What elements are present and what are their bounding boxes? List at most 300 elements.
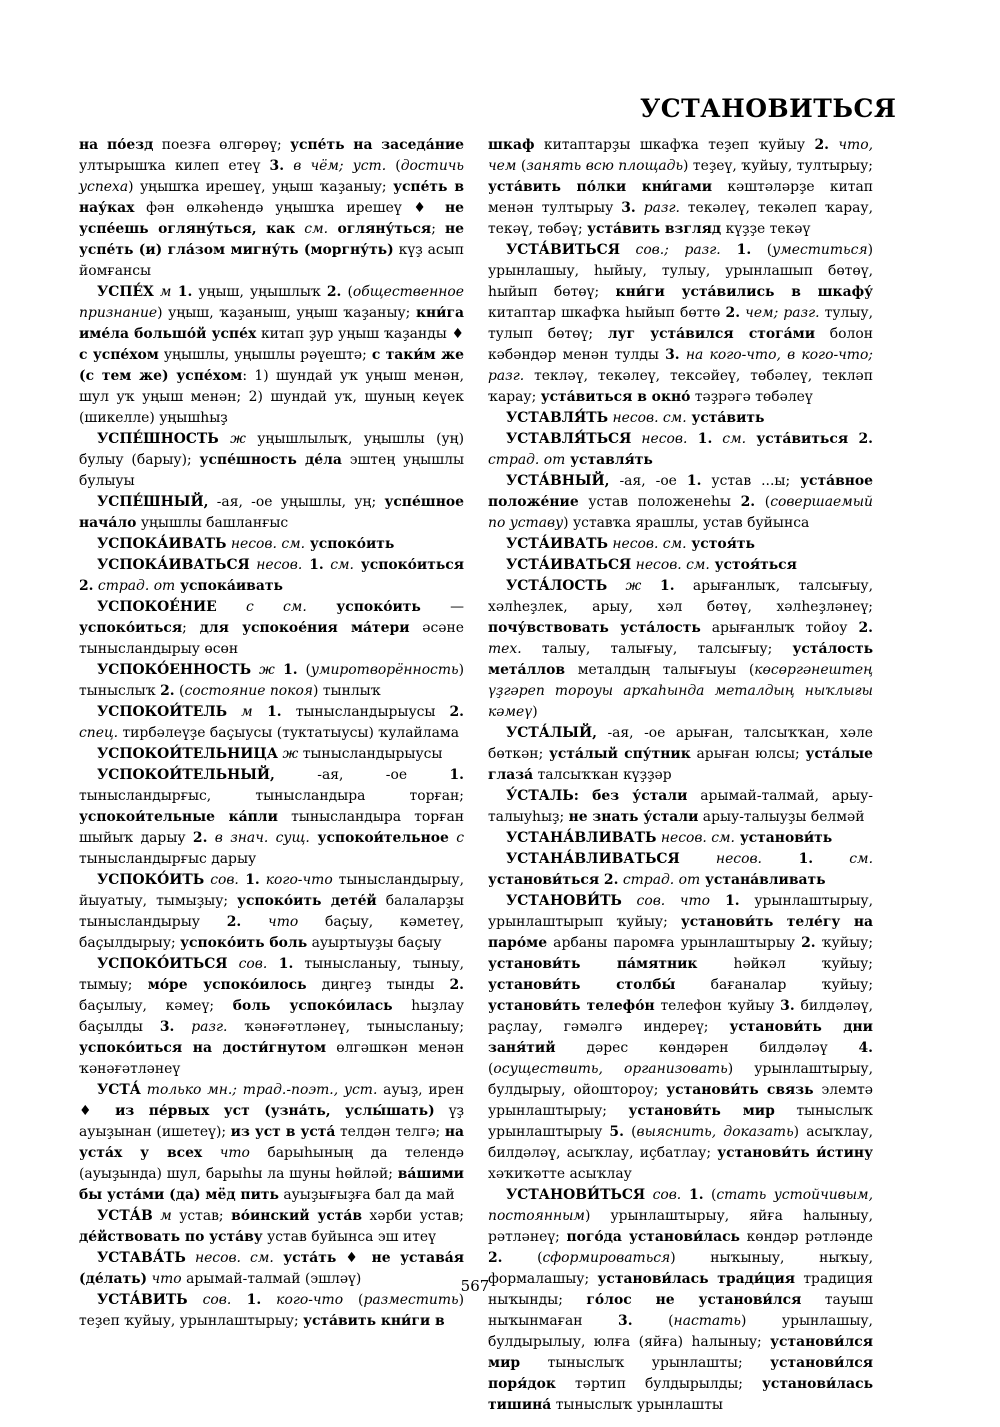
headword-term: луг уста́вился стога́ми [607, 326, 816, 342]
right-column [488, 135, 873, 1416]
dictionary-entry [488, 408, 873, 429]
headword-term: У́СТАЛЬ: [506, 788, 579, 804]
grammar-label: м [153, 284, 172, 300]
headword-term: успе́шное нача́ло [79, 494, 464, 531]
dictionary-entry [488, 849, 873, 891]
headword-term: УСТА́В [97, 1208, 153, 1224]
headword-term: УСПЕ́Х [97, 284, 154, 300]
translation-text: ҡәнәғәтләнеү, тынысланыу; [227, 1019, 464, 1035]
headword-term: УСПЕ́ШНЫЙ, [97, 494, 209, 510]
headword-term: успоко́ить [306, 599, 421, 615]
headword-term: 3. [269, 158, 285, 174]
grammar-label: м [227, 704, 253, 720]
headword-term: 1. [252, 704, 282, 720]
headword-term: установи́ть и́стину [717, 1145, 873, 1161]
grammar-label: что [202, 1145, 250, 1161]
headword-term: уста́вное положе́ние [488, 473, 873, 510]
grammar-label: достичь успеха [79, 158, 464, 195]
headword-term: 1. [267, 956, 294, 972]
translation-text: уңышлы, уңышлы рәүештә; [158, 347, 372, 363]
headword-term: 1. [238, 872, 260, 888]
headword-term: установи́ть дни заня́тий [488, 1019, 873, 1056]
headword-term: УСТАВЛЯ́ТЬСЯ [506, 431, 632, 447]
translation-text: -ая, -ое [274, 767, 450, 783]
translation-text: тынысландырыусы [281, 704, 450, 720]
translation-text: ) тынлыҡ [313, 683, 381, 699]
headword-term: 2. [814, 137, 829, 153]
grammar-label: сов. [227, 956, 268, 972]
translation-text: ) уңышҡа ирешеү, уңыш ҡаҙаныу; [128, 179, 394, 195]
grammar-label: с см. [216, 599, 307, 615]
dictionary-entry [79, 597, 464, 660]
dictionary-entry [488, 786, 873, 828]
grammar-label: что [147, 1271, 182, 1287]
dictionary-entry [488, 576, 873, 723]
grammar-label: совершаемый по уставу [488, 494, 873, 531]
grammar-label: кого-что [259, 872, 333, 888]
headword-term: 2. [801, 935, 816, 951]
headword-term: успоко́ить дете́й [237, 893, 377, 909]
headword-term: 2. [725, 305, 741, 321]
translation-text: кәштәләрҙе китап менән тултырыу [488, 179, 874, 216]
headword-term: 1. [687, 431, 713, 447]
translation-text: тыныслыҡ урынлаштырыу [488, 1103, 873, 1140]
translation-text: тәртип булдырылды; [555, 1376, 762, 1392]
headword-term: 1. [274, 662, 298, 678]
translation-text: ( [488, 1061, 494, 1077]
headword-term: пого́да установи́лась [566, 1229, 740, 1245]
translation-text: элемтә урынлаштырыу; [488, 1082, 873, 1119]
headword-term: без у́стали [578, 788, 688, 804]
grammar-label: ж [251, 662, 275, 678]
translation-text: арыу-талыуҙы белмәй [698, 809, 865, 825]
headword-term: 1. [171, 284, 193, 300]
translation-text: тауыш ныҡынмаған [488, 1292, 873, 1329]
translation-text: ) [532, 704, 538, 720]
translation-text: ) тыныслыҡ [79, 662, 464, 699]
headword-term: установи́лся поря́док [488, 1355, 873, 1392]
grammar-label: см. [323, 557, 354, 573]
headword-term: из уст в уста́ [230, 1124, 336, 1140]
headword-term: установи́ть мир [628, 1103, 775, 1119]
translation-text: — [420, 599, 464, 615]
translation-text: тынысландырыу, йыуатыу, тымыҙыу; [79, 872, 465, 909]
grammar-label: чем; разг. [740, 305, 820, 321]
headword-term: 1. [641, 578, 675, 594]
headword-term: 4. [858, 1040, 873, 1056]
translation-text: ) теҙеп ҡуйыу, урынлаштырыу; [79, 1292, 465, 1329]
grammar-label: разместить [363, 1292, 459, 1308]
translation-text: тынысландырыусы [298, 746, 443, 762]
left-column [79, 135, 464, 1332]
translation-text: китап ҙур уңыш ҡаҙанды ♦ [256, 326, 464, 342]
translation-text: ) асыҡлау, билдәләү, асыҡлау, иҫбатлау; [488, 1124, 873, 1161]
headword-term: де́йствовать по уста́ву [79, 1229, 263, 1245]
headword-term: успе́ть на заседа́ние [290, 137, 464, 153]
headword-term: 2. [160, 683, 175, 699]
headword-term: успокои́тельное [309, 830, 449, 846]
translation-text: арымай-талмай, арыу-талыуһыҙ; [488, 788, 873, 825]
grammar-label: страд. от [488, 452, 566, 468]
translation-text: талсыҡҡан күҙҙәр [533, 767, 672, 783]
translation-text: устав ...ы; [701, 473, 801, 489]
dictionary-entry [488, 135, 873, 240]
headword-term: 2. [488, 1250, 503, 1266]
translation-text: ) ныҡыныу, ныҡыу, формалашыу; [488, 1250, 873, 1287]
headword-term: установи́ть связь [666, 1082, 814, 1098]
translation-text: ( [502, 1250, 543, 1266]
grammar-label: разг. [174, 1019, 228, 1035]
grammar-label: тех. [488, 641, 522, 657]
headword-term: установи́ть телефо́н [488, 998, 655, 1014]
dictionary-entry [79, 744, 464, 765]
headword-term: УСТА́ВИТЬСЯ [506, 242, 620, 258]
headword-term: УСПОКОЕ́НИЕ [97, 599, 217, 615]
dictionary-entry [488, 1185, 873, 1416]
translation-text: ауыртыуҙы баҫыу [307, 935, 442, 951]
translation-text: ( [751, 242, 773, 258]
headword-term: УСТАВА́ТЬ [97, 1250, 186, 1266]
headword-term: уставля́ть [565, 452, 653, 468]
translation-text: ♦ [336, 1250, 372, 1266]
grammar-label: м [152, 1208, 172, 1224]
translation-text: ( [174, 683, 185, 699]
translation-text: тынысланыу, тыныу, тымыу; [79, 956, 464, 993]
grammar-label: сов.; разг. [619, 242, 721, 258]
grammar-label: сов. [204, 872, 239, 888]
headword-term: установи́лся мир [488, 1334, 873, 1371]
translation-text: металдың талығыуы ( [565, 662, 755, 678]
translation-text: арығанлыҡ тойоу [700, 620, 859, 636]
translation-text: устав положенеһы [578, 494, 741, 510]
headword-term: огляну́ться [328, 221, 432, 237]
translation-text: ) уставҡа ярашлы, устав буйынса [563, 515, 810, 531]
translation-text: тынысландырғыс, тынысландыра торған; [79, 788, 464, 804]
headword-term: УСТАВЛЯ́ТЬ [506, 410, 609, 426]
translation-text: тыныслыҡ урынлашты [551, 1397, 723, 1413]
translation-text: дәрес көндәрен билдәләү [555, 1040, 859, 1056]
headword-term: УСПОКА́ИВАТЬ [97, 536, 227, 552]
translation-text: ) урынлаштырыу, булдырыу, ойоштороу; [488, 1061, 873, 1098]
grammar-label: общественное признание [79, 284, 464, 321]
dictionary-entry [79, 870, 464, 954]
headword-term: 3. [618, 1313, 633, 1329]
headword-term: из пе́рвых уст (узна́ть, услы́шать) [115, 1103, 435, 1119]
translation-text: күҙ асып йомғансы [79, 242, 464, 279]
translation-text: күҙҙе текәү [721, 221, 811, 237]
headword-term: успока́ивать [175, 578, 283, 594]
translation-text: ауыҙығыҙға бал да май [278, 1187, 455, 1203]
headword-term: успокои́тельные ка́пли [79, 809, 278, 825]
headword-term: установи́лась тради́ция [597, 1271, 796, 1287]
translation-text: балаларҙы тынысландырыу [79, 893, 464, 930]
headword-term: мо́ре успоко́илось [147, 977, 307, 993]
grammar-label: спец. [79, 725, 119, 741]
grammar-label: уместиться [772, 242, 868, 258]
grammar-label: несов. [249, 557, 303, 573]
translation-text: ; [182, 620, 200, 636]
grammar-label: страд. от [618, 872, 701, 888]
translation-text: көндәр рәтләнде [739, 1229, 874, 1245]
headword-term: УСТА́ЛОСТЬ [506, 578, 608, 594]
headword-term: установи́ть па́мятник [488, 956, 698, 972]
translation-text: -ая, -ое [609, 473, 687, 489]
grammar-label: несов. [631, 431, 688, 447]
grammar-label: на кого-что, в кого-что; разг. [488, 347, 873, 384]
headword-term: 1. [681, 1187, 704, 1203]
running-head: УСТАНОВИТЬСЯ [640, 94, 897, 123]
translation-text: устав буйынса эш итеү [262, 1229, 436, 1245]
translation-text: традиция ныҡынды; [488, 1271, 873, 1308]
grammar-label: несов. см. [185, 1250, 274, 1266]
headword-term: 1. [231, 1292, 262, 1308]
headword-term: на по́езд [79, 137, 154, 153]
grammar-label: в чём; уст. [284, 158, 387, 174]
translation-text: ( [341, 284, 353, 300]
dictionary-entry [79, 135, 464, 282]
grammar-label: сформироваться [542, 1250, 671, 1266]
headword-term: с таки́м же (с тем же) успе́хом [79, 347, 464, 384]
headword-term: не устава́я (де́лать) [79, 1250, 464, 1287]
translation-text: устав; [171, 1208, 232, 1224]
dictionary-entry [488, 891, 873, 1185]
translation-text: уңышлылыҡ, уңышлы (уң) булыу (барыу); [79, 431, 464, 468]
headword-term: успоко́ить [305, 536, 395, 552]
translation-text: тынысландыра торған шыйыҡ дарыу [79, 809, 465, 846]
headword-term: уста́виться в окно́ [540, 389, 691, 405]
headword-term: шкаф [488, 137, 535, 153]
headword-term: УСТА́ВИТЬ [97, 1292, 188, 1308]
headword-term: успоко́иться [79, 620, 183, 636]
translation-text: тыныслыҡ урынлашты; [520, 1355, 771, 1371]
headword-term: 1. [720, 242, 752, 258]
translation-text: өлгәшкән менән ҡәнәғәтләнеү [79, 1040, 465, 1077]
translation-text: хәрби устав; [362, 1208, 464, 1224]
headword-term: 3. [665, 347, 680, 363]
translation-text: -ая, -ое уңышлы, уң; [208, 494, 385, 510]
translation-text: урынлаштырыу, урынлаштырып ҡуйыу; [488, 893, 874, 930]
translation-text: -ая, -ое арыған, талсыҡҡан, хәле бөткән; [488, 725, 873, 762]
translation-text: арымай-талмай (эшләү) [181, 1271, 362, 1287]
headword-term: 3. [621, 200, 636, 216]
headword-term: 3. [780, 998, 795, 1014]
translation-text: тынысландырғыс дарыу [79, 851, 257, 867]
grammar-label: занять всю площадь [526, 158, 684, 174]
headword-term: УСТА́ВНЫЙ, [506, 473, 610, 489]
headword-term: УСПОКОИ́ТЕЛЬ [97, 704, 228, 720]
grammar-label: выяснить, доказать [636, 1124, 794, 1140]
grammar-label: несов. см. [608, 410, 687, 426]
headword-term: УСТАНА́ВЛИВАТЬ [506, 830, 657, 846]
translation-text: ултырышҡа килеп етеү [79, 158, 270, 174]
headword-term: 2. [226, 914, 242, 930]
headword-term: 1. [710, 893, 740, 909]
translation-text: ) теҙеү, ҡуйыу, тултырыу; [683, 158, 873, 174]
translation-text: талыу, талығыу, талсығыу; [521, 641, 793, 657]
headword-term: уста́ть [273, 1250, 337, 1266]
dictionary-entry [488, 555, 873, 576]
grammar-label: что, чем [488, 137, 873, 174]
headword-term: УСПОКА́ИВАТЬСЯ [97, 557, 250, 573]
headword-term: 5. [609, 1124, 624, 1140]
headword-term: УСТА́ЛЫЙ, [506, 725, 597, 741]
headword-term: уста́лые глаза́ [488, 746, 873, 783]
headword-term: не знать у́стали [568, 809, 699, 825]
translation-text: билдәләү, раҫлау, гәмәлгә индереү; [488, 998, 874, 1035]
headword-term: не успе́ешь огляну́ться, как [79, 200, 464, 237]
dictionary-entry [79, 954, 464, 1080]
translation-text: арығанлыҡ, талсығыу, хәлһеҙлек, арыу, хәл бөтөү, хәлһеҙләнеү; [488, 578, 873, 615]
translation-text: китаптар шкафҡа һыйып бөттө [488, 305, 726, 321]
headword-term: УСТА́ИВАТЬ [506, 536, 608, 552]
grammar-label: кого-что [261, 1292, 344, 1308]
headword-term: уста́вить [686, 410, 765, 426]
grammar-label: страд. от [93, 578, 176, 594]
headword-term: установи́ть теле́гу на паро́ме [488, 914, 873, 951]
translation-text: диңгеҙ тынды [306, 977, 450, 993]
translation-text: тәҙрәгә төбәлеү [690, 389, 813, 405]
headword-term: устоя́ться [709, 557, 797, 573]
translation-text: ( [516, 158, 527, 174]
translation-text: китаптарҙы шкафҡа теҙеп ҡуйыу [534, 137, 815, 153]
translation-text: поезға өлгөрөү; [153, 137, 291, 153]
dictionary-entry [79, 1206, 464, 1248]
dictionary-entry [79, 429, 464, 492]
grammar-label: в знач. сущ. [207, 830, 310, 846]
translation-text: бағаналар ҡуйыу; [675, 977, 873, 993]
dictionary-entry [79, 1290, 464, 1332]
headword-term: 1. [761, 851, 814, 867]
translation-text: болон кәбәндәр менән тулды [488, 326, 873, 363]
translation-text: ( [632, 1313, 674, 1329]
headword-term: боль успоко́илась [232, 998, 393, 1014]
headword-term: 2. [192, 830, 208, 846]
dictionary-entry [79, 1080, 464, 1206]
translation-text: тулыу, тулып бөтөү; [488, 305, 874, 342]
headword-term: УСПЕ́ШНОСТЬ [97, 431, 219, 447]
headword-term: установи́ть [734, 830, 833, 846]
grammar-label: см. [712, 431, 746, 447]
grammar-label: сов. что [621, 893, 711, 909]
grammar-label: көсөргәнештең үҙгәреп тороуы арҡаһында металдың ныҡлығы кәмеү [488, 662, 873, 720]
translation-text: ( [703, 1187, 717, 1203]
translation-text: уңышлы башланғыс [136, 515, 289, 531]
grammar-label: ж [607, 578, 642, 594]
headword-term: почу́вствовать уста́лость [488, 620, 701, 636]
headword-term: 1. [302, 557, 324, 573]
dictionary-entry [79, 660, 464, 702]
grammar-label: несов. [679, 851, 762, 867]
translation-text: тирбәлеүҙе баҫыусы (туктатыусы) ҡулайлама [118, 725, 459, 741]
grammar-label: сов. [645, 1187, 682, 1203]
headword-term: 2. [858, 620, 873, 636]
translation-text: : 1) шундай уҡ уңыш менән, шул уҡ уңыш менән; 2) шундай уҡ, шуның кеүек (шикелле) уңышһыҙ [79, 368, 464, 426]
translation-text: баҫыу, кәметеү, баҫылдырыу; [79, 914, 465, 951]
grammar-label: с [448, 830, 465, 846]
grammar-label: только мн.; трад.-поэт., уст. [140, 1082, 378, 1098]
translation-text: ҡуйыу; [815, 935, 874, 951]
translation-text: әсәне тынысландырыу өсөн [79, 620, 464, 657]
headword-term: уста́лость мета́ллов [488, 641, 873, 678]
headword-term: успоко́ить боль [180, 935, 308, 951]
headword-term: установи́ться 2. [488, 872, 619, 888]
headword-term: УСТА́ [97, 1082, 141, 1098]
translation-text: арыған юлсы; [690, 746, 806, 762]
headword-term: го́лос не установи́лся [586, 1292, 802, 1308]
translation-text: эштең уңышлы булыуы [79, 452, 465, 489]
dictionary-entry [488, 828, 873, 849]
grammar-label: несов. см. [607, 536, 687, 552]
headword-term: успе́шность де́ла [199, 452, 342, 468]
grammar-label: сов. [187, 1292, 232, 1308]
headword-term: УСПОКО́ИТЬСЯ [97, 956, 228, 972]
dictionary-entry [79, 555, 464, 597]
headword-term: УСПОКОИ́ТЕЛЬНИЦА [97, 746, 279, 762]
headword-term: УСПОКО́ЕННОСТЬ [97, 662, 252, 678]
grammar-label: состояние покоя [184, 683, 314, 699]
headword-term: устана́вливать [700, 872, 826, 888]
grammar-label: что [241, 914, 299, 930]
grammar-label: умиротворённость [310, 662, 459, 678]
translation-text: арбаны паромға урынлаштырыу [547, 935, 802, 951]
headword-term: 2. [740, 494, 756, 510]
grammar-label: несов. см. [226, 536, 306, 552]
headword-term: кни́га име́ла большо́й успе́х [79, 305, 464, 342]
translation-text: ; [431, 221, 445, 237]
headword-term: ва́шими бы уста́ми (да) мёд пить [79, 1166, 464, 1203]
headword-term: УСПОКО́ИТЬ [97, 872, 205, 888]
headword-term: 2. [449, 704, 465, 720]
headword-term: установи́ть столбы́ [488, 977, 676, 993]
headword-term: уста́вить взгляд [587, 221, 722, 237]
translation-text: ) урынлашыу, булдырылыу, юлға (яйға) һалыныу; [488, 1313, 873, 1350]
translation-text: телефон ҡуйыу [654, 998, 781, 1014]
translation-text: ауыҙ, ирен ♦ [79, 1082, 465, 1119]
translation-text: текәлеү, текәлеп ҡарау, текәү, төбәү; [488, 200, 873, 237]
translation-text: һыҙлау баҫылды [79, 998, 464, 1035]
grammar-label: см. [295, 221, 328, 237]
translation-text: ( [386, 158, 401, 174]
translation-text: үҙ ауыҙынан (ишетеү); [79, 1103, 465, 1140]
headword-term: для успокое́ния ма́тери [199, 620, 410, 636]
headword-term: устоя́ть [686, 536, 755, 552]
headword-term: с успе́хом [79, 347, 159, 363]
dictionary-entry [488, 240, 873, 408]
translation-text: һәйкәл ҡуйыу; [697, 956, 873, 972]
grammar-label: разг. [635, 200, 680, 216]
translation-text: ) урынлашыу, һыйыу, тулыу, урынлашып бөтөү, һыйып бөтөү; [488, 242, 873, 300]
dictionary-entry [79, 702, 464, 744]
headword-term: успе́ть в нау́ках [79, 179, 464, 216]
grammar-label: осуществить, организовать [493, 1061, 728, 1077]
headword-term: успоко́иться 2. [79, 557, 464, 594]
headword-term: уста́вить кни́ги в [303, 1313, 445, 1329]
headword-term: кни́ги уста́вились в шкафу́ [615, 284, 873, 300]
translation-text: ( [623, 1124, 637, 1140]
page-number: 567 [460, 1277, 490, 1295]
headword-term: не успе́ть (и) гла́зом мигну́ть (моргну́ть) [79, 221, 464, 258]
headword-term: 1. [686, 473, 702, 489]
translation-text: ( [343, 1292, 364, 1308]
translation-text: ) уңыш, ҡаҙаныш, уңыш ҡаҙаныу; [157, 305, 416, 321]
translation-text: ( [297, 662, 311, 678]
headword-term: уста́лый спу́тник [549, 746, 691, 762]
translation-text: уңыш, уңышлыҡ [192, 284, 327, 300]
headword-term: установи́лась тишина́ [488, 1376, 873, 1413]
grammar-label: настать [673, 1313, 741, 1329]
translation-text: фән өлкәһендә уңышҡа ирешеү ♦ [134, 200, 445, 216]
grammar-label: стать устойчивым, постоянным [488, 1187, 873, 1224]
